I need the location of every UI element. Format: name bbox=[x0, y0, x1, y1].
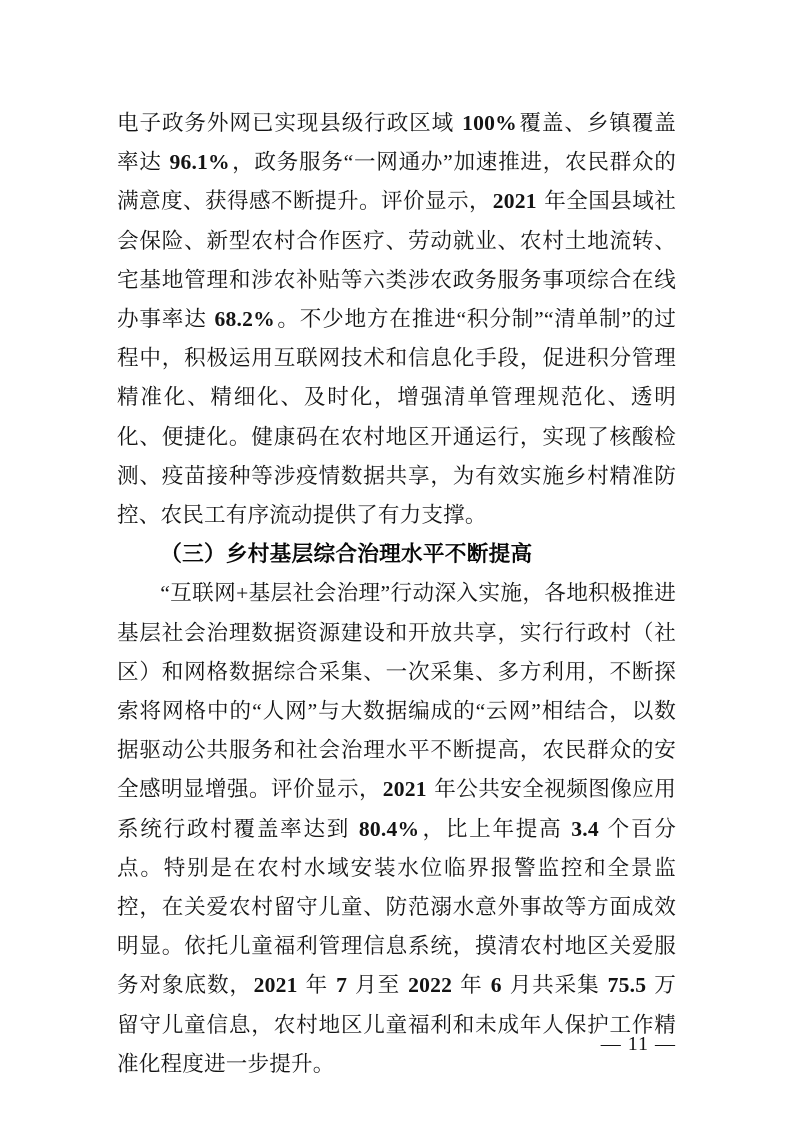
inline-number: 2021 bbox=[492, 189, 537, 214]
inline-number: 100% bbox=[462, 111, 517, 135]
inline-number: 75.5 bbox=[607, 973, 647, 998]
paragraph-grassroots-social-governance: “互联网+基层社会治理”行动深入实施，各地积极推进基层社会治理数据资源建设和开放共享，实行行政村（社区）和网格数据综合采集、一次采集、多方利用，不断探索将网格中的“人网”与大数据编成的“云网”相结合，以数据驱动公共服务和社会治理水平不断提高，农民群众的安全感明显增强。评价显示，2021 年公共安全视频图像应用系统行政村覆盖率达到 80.4%，比上年提高 3.4 个百分点。特别是在农村水域安装水位临界报警监控和全景监控，在关爱农村留守儿童、防范溺水意外事故等方面成效明显。依托儿童福利管理信息系统，摸清农村地区关爱服务对象底数，2021 年 7 月至 2022 年 6 月共采集 75.5 万留守儿童信息，农村地区儿童福利和未成年人保护工作精准化程度进一步提升。 bbox=[117, 581, 677, 1076]
section-heading-rural-governance: （三）乡村基层综合治理水平不断提高 bbox=[160, 542, 533, 567]
inline-number: 6 bbox=[490, 973, 502, 998]
inline-number: 2021 bbox=[253, 973, 298, 998]
inline-number: 96.1% bbox=[169, 150, 230, 175]
inline-number: 68.2% bbox=[214, 307, 275, 332]
inline-number: 2021 bbox=[382, 777, 427, 802]
paragraph-egovernment-services: 电子政务外网已实现县级行政区域 100%覆盖、乡镇覆盖率达 96.1%，政务服务“一网通办”加速推进，农民群众的满意度、获得感不断提升。评价显示，2021 年全国县域社会保险、新型农村合作医疗、劳动就业、农村土地流转、宅基地管理和涉农补贴等六类涉农政务服务事项综合在线办事率达 68.2%。不少地方在推进“积分制”“清单制”的过程中，积极运用互联网技术和信息化手段，促进积分管理精准化、精细化、及时化，增强清单管理规范化、透明化、便捷化。健康码在农村地区开通运行，实现了核酸检测、疫苗接种等涉疫情数据共享，为有效实施乡村精准防控、农民工有序流动提供了有力支撑。 bbox=[117, 111, 677, 528]
inline-number: 2022 bbox=[408, 973, 453, 998]
page-number: — 11 — bbox=[600, 1033, 676, 1055]
page-content bbox=[117, 104, 676, 1084]
inline-number: 7 bbox=[336, 973, 348, 998]
inline-number: 80.4% bbox=[358, 816, 420, 841]
inline-number: 3.4 bbox=[571, 816, 599, 841]
